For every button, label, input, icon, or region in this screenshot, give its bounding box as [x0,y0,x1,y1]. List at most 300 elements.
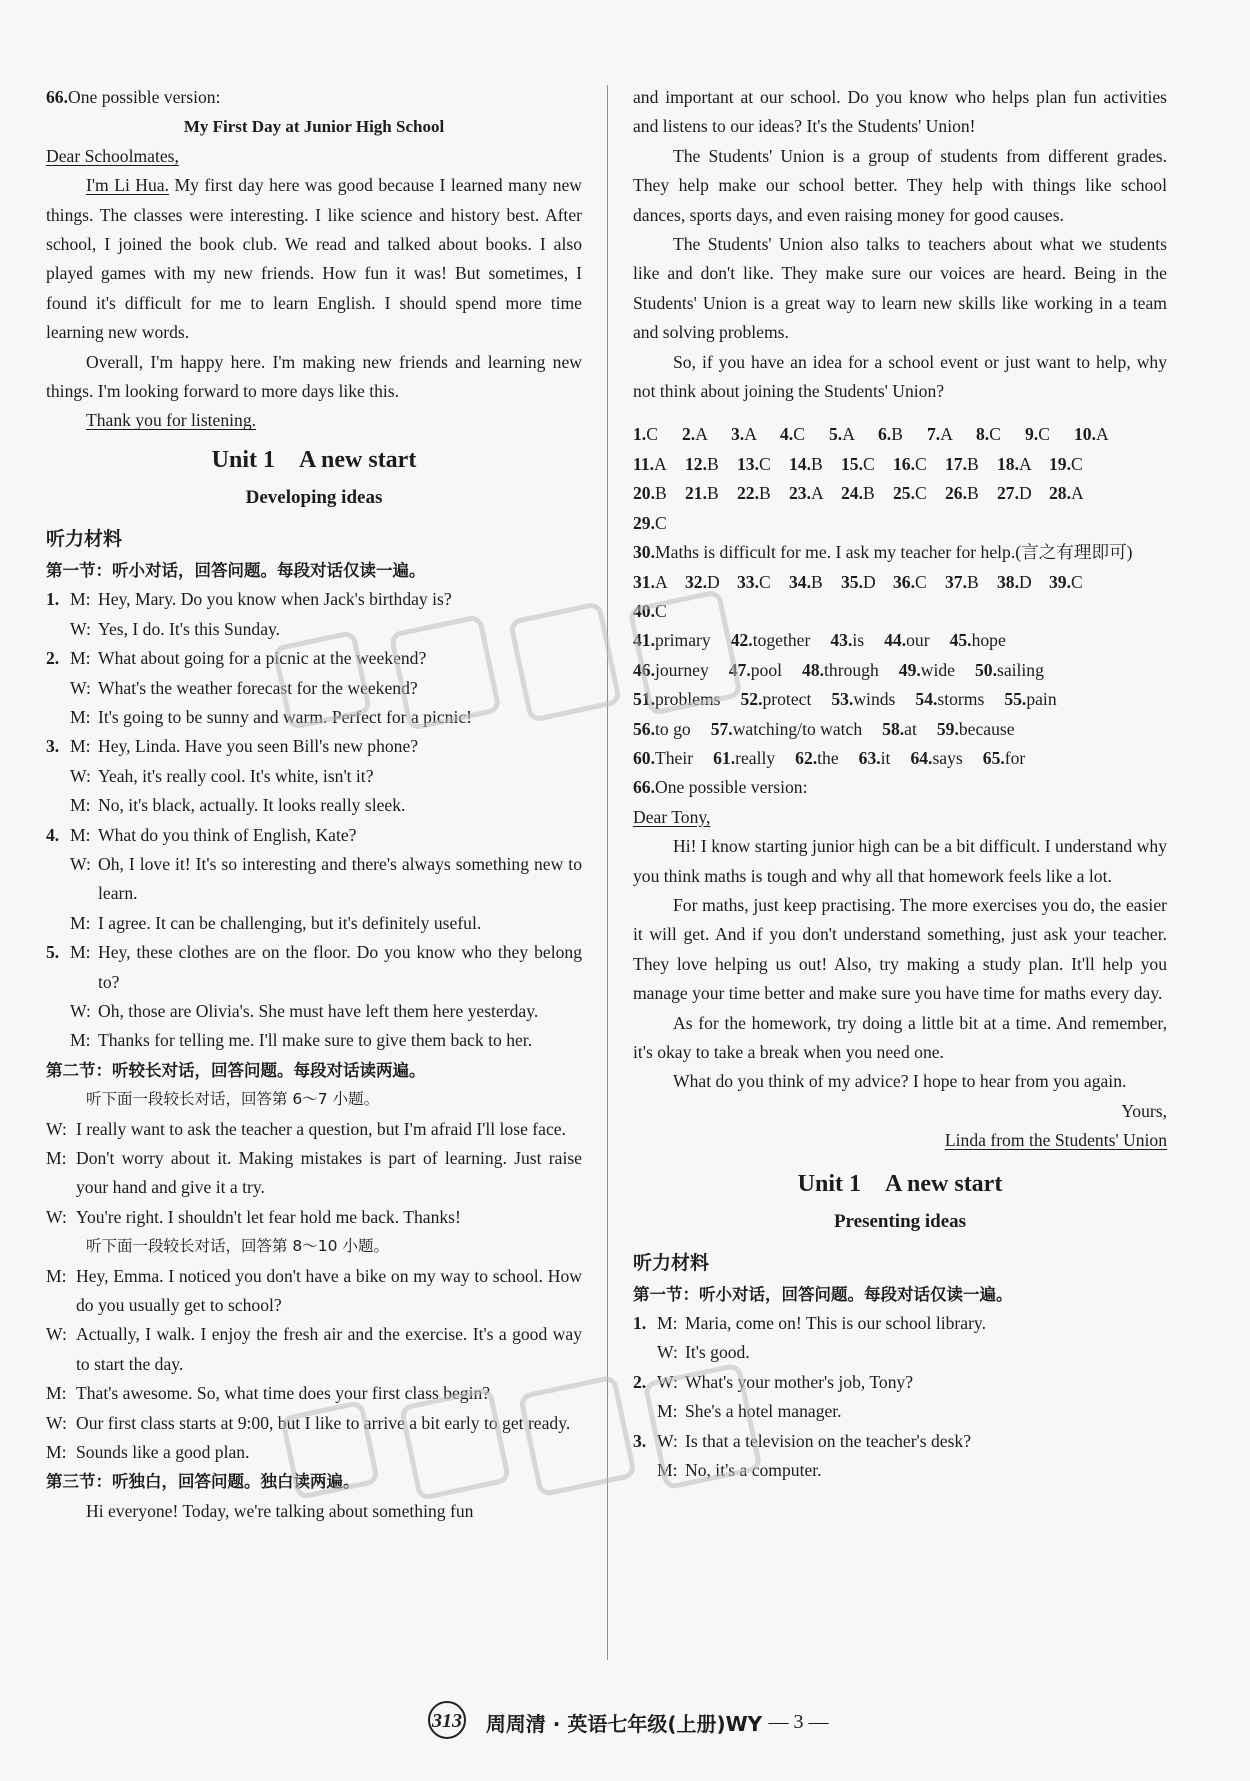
dialogue-text: It's going to be sunny and warm. Perfect for a picnic! [98,706,472,727]
dialogue-number [46,703,70,732]
answer-row [633,626,1167,655]
section-2-instruction-1: 听下面一段较长对话，回答第 6～7 小题。 [86,1090,380,1109]
answer-item [633,744,693,773]
answer-item [682,420,731,449]
dialogue-text: That's awesome. So, what time does your first class begin? [76,1383,491,1404]
answer-number: 4. [780,424,794,445]
answer-value: C [1071,453,1083,474]
answer-value: A [654,453,667,474]
answer-number: 13. [737,453,759,474]
answer-value: C [915,571,927,592]
answer-item [737,568,789,597]
answer-number: 37. [945,571,967,592]
answer-number: 42. [730,630,753,651]
answer-item [859,744,891,773]
dialogue-text: I agree. It can be challenging, but it's definitely useful. [98,912,482,933]
answer-key-31-65 [633,568,1167,774]
speaker-label: W: [70,853,91,874]
answer-number: 10. [1074,424,1096,445]
dialogue-line [46,1262,582,1321]
answer-value: B [967,571,979,592]
answer-item [633,509,685,538]
answer-item [884,626,929,655]
essay-p1-text: My first day here was good because I learned many new things. The classes were interesting. I like science and history best. After school, I joined the book club. We read and talked about books. I also played games with my new friends. How fun it was! But sometimes, I found it's difficult for me to learn English. I should spend more time learning new words. [46,175,583,343]
page-footer [0,1700,1250,1745]
answer-item [893,450,945,479]
answer-number: 24. [841,483,863,504]
unit-title-2: Unit 1 A new start [797,1170,1003,1197]
dialogue-line [633,1397,1167,1426]
speaker-label: M: [657,1460,678,1481]
dialogue-text: Sounds like a good plan. [76,1442,250,1463]
dialogue-line [46,703,582,732]
answer-item [633,568,685,597]
answer-value: B [811,571,823,592]
answer-number: 50. [974,659,997,680]
answer-row [633,420,1167,449]
answer-value: for [1004,747,1026,768]
answer-number: 52. [740,689,763,710]
answer-value: D [863,571,876,592]
answer-number: 19. [1049,453,1071,474]
answer-item [789,450,841,479]
answer-row [633,450,1167,479]
answer-item [997,450,1049,479]
dialogue-number [633,1397,657,1426]
answer-row [633,479,1167,508]
footer-title: 周周清 · 英语七年级(上册)WY [485,1712,763,1736]
letter-paragraph-4: What do you think of my advice? I hope to hear from you again. [673,1071,1127,1092]
answer-row [633,715,1167,744]
answer-value: A [1096,424,1109,445]
answer-number: 3. [731,424,745,445]
answer-row [633,597,1167,626]
answer-number: 45. [949,630,972,651]
answer-item [899,656,955,685]
essay-name: I'm Li Hua. [86,175,170,196]
dialogue-line [46,821,582,850]
answer-value: is [852,630,865,651]
dialogue-number [633,1338,657,1367]
answer-number: 57. [710,718,733,739]
speaker-label: W: [46,1324,67,1345]
dialogue-text: Hey, Linda. Have you seen Bill's new phone? [98,736,419,757]
answer-number: 5. [829,424,843,445]
speaker-label: M: [70,912,91,933]
answer-value: it [880,747,891,768]
answer-item [713,744,775,773]
essay-paragraph-1 [46,171,582,347]
answer-item [927,420,976,449]
dialogue-line [46,938,582,997]
speaker-label: W: [46,1206,67,1227]
answer-item [1049,450,1101,479]
essay-greeting: Dear Schoolmates, [46,145,179,166]
dialogue-number [46,762,70,791]
answer-value: A [842,424,855,445]
answer-row [633,685,1167,714]
answer-item [633,450,685,479]
question-number: 30. [633,542,655,563]
speaker-label: W: [70,765,91,786]
answer-value: C [759,453,771,474]
letter-signature: Linda from the Students' Union [944,1130,1167,1151]
dialogue-line [46,1438,582,1467]
section-2-heading: 第二节：听较长对话，回答问题。每段对话读两遍。 [46,1060,426,1080]
answer-number: 9. [1025,424,1039,445]
dialogue-text: Don't worry about it. Making mistakes is part of learning. Just raise your hand and give it a try. [76,1148,582,1198]
answer-value: primary [655,630,711,651]
answer-number: 55. [1004,689,1027,710]
dialogue-line [46,585,582,614]
column-divider [607,85,608,1660]
dialogue-number [46,997,70,1026]
dialogue-line [633,1338,1167,1367]
answer-item [711,715,862,744]
answer-number: 43. [830,630,853,651]
answer-item [841,479,893,508]
dialogue-line [46,791,582,820]
answer-item [633,420,682,449]
answer-number: 15. [841,453,863,474]
answer-number: 53. [831,689,854,710]
dialogue-number [46,909,70,938]
dialogue-text: I really want to ask the teacher a question, but I'm afraid I'll lose face. [76,1118,566,1139]
dialogue-number: 1. [46,589,60,610]
dialogue-line [46,850,582,909]
answer-item [975,656,1044,685]
answer-number: 32. [685,571,707,592]
answer-value: Their [655,747,694,768]
dialogue-text: No, it's black, actually. It looks really sleek. [98,795,406,816]
dialogue-line [46,909,582,938]
monologue-paragraph-2: The Students' Union is a group of students from different grades. They help make our school better. They help with things like school dances, sports days, and even raising money for good causes. [633,145,1167,225]
dialogue-text: Hey, these clothes are on the floor. Do you know who they belong to? [98,942,582,992]
answer-value: C [863,453,875,474]
dialogue-line [633,1456,1167,1485]
section-2-dialogue-2 [46,1262,582,1468]
answer-number: 48. [802,659,825,680]
answer-item [789,568,841,597]
answer-item [789,479,841,508]
answer-number: 17. [945,453,967,474]
answer-row [633,656,1167,685]
answer-value: D [1019,483,1032,504]
answer-value: C [759,571,771,592]
dialogue-line [46,644,582,673]
answer-item [1004,685,1056,714]
answer-value: B [967,483,979,504]
answer-item [633,626,711,655]
answer-number: 18. [997,453,1019,474]
answer-number: 40. [633,600,655,621]
letter-greeting: Dear Tony, [633,806,711,827]
answer-number: 29. [633,512,655,533]
speaker-label: M: [70,1030,91,1051]
answer-number: 49. [898,659,921,680]
speaker-label: M: [70,736,91,757]
question-text: One possible version: [655,777,808,798]
answer-value: our [906,630,930,651]
dialogue-number: 4. [46,824,60,845]
answer-value: B [707,483,719,504]
dialogue-number: 1. [633,1313,647,1334]
dialogue-line [633,1368,1167,1397]
answer-value: C [915,453,927,474]
dialogue-line [633,1427,1167,1456]
answer-number: 22. [737,483,759,504]
answer-number: 11. [633,453,655,474]
answer-number: 46. [633,659,655,680]
answer-value: because [958,718,1015,739]
answer-row [633,509,1167,538]
answer-value: B [863,483,875,504]
answer-value: the [817,747,839,768]
answer-value: really [735,747,776,768]
dialogue-line [46,1320,582,1379]
answer-value: A [940,424,953,445]
answer-number: 14. [789,453,811,474]
question-number: 66. [46,87,68,107]
section-1-dialogues-2 [633,1309,1167,1485]
listening-heading-2: 听力材料 [633,1251,710,1274]
answer-number: 7. [927,424,941,445]
answer-number: 54. [915,689,938,710]
question-text: Maths is difficult for me. I ask my teacher for help.(言之有理即可) [655,542,1133,563]
answer-item [983,744,1026,773]
section-1-dialogues [46,585,582,1056]
dialogue-number: 2. [633,1371,647,1392]
answer-item [893,479,945,508]
answer-item [633,479,685,508]
section-3-heading: 第三节：听独白，回答问题。独白读两遍。 [46,1472,360,1492]
dialogue-line [46,762,582,791]
answer-item [893,568,945,597]
question-number: 66. [633,777,655,798]
svg-text:313: 313 [432,1710,463,1732]
answer-value: C [646,424,658,445]
dialogue-line [46,732,582,761]
answer-item [802,656,879,685]
answer-value: B [759,483,771,504]
dialogue-text: Yeah, it's really cool. It's white, isn't it? [98,765,374,786]
answer-number: 6. [878,424,892,445]
answer-number: 23. [789,483,811,504]
dialogue-number [46,1026,70,1055]
dialogue-text: You're right. I shouldn't let fear hold me back. Thanks! [76,1206,461,1227]
answer-value: storms [937,689,985,710]
answer-item [729,656,782,685]
answer-value: C [655,512,667,533]
letter-paragraph-3: As for the homework, try doing a little bit at a time. And remember, it's okay to take a break when you need one. [633,1012,1167,1062]
dialogue-text: Is that a television on the teacher's desk? [685,1430,972,1451]
dialogue-text: Yes, I do. It's this Sunday. [98,618,281,639]
answer-item [937,715,1015,744]
monologue-paragraph-3: The Students' Union also talks to teachers about what we students like and don't like. They make sure our voices are heard. Being in the Students' Union is a great way to learn new skills like working in a team and solving problems. [633,234,1167,343]
speaker-label: W: [46,1118,67,1139]
answer-number: 65. [982,747,1005,768]
answer-value: A [1019,453,1032,474]
answer-item [976,420,1025,449]
speaker-label: M: [46,1383,67,1404]
answer-value: A [744,424,757,445]
answer-value: winds [853,689,896,710]
answer-number: 62. [795,747,818,768]
letter-sign-off: Yours, [1121,1100,1167,1121]
answer-value: problems [655,689,721,710]
speaker-label: W: [657,1371,678,1392]
answer-number: 8. [976,424,990,445]
answer-value: protect [762,689,812,710]
answer-value: B [891,424,903,445]
speaker-label: W: [46,1412,67,1433]
answer-item [945,568,997,597]
speaker-label: W: [70,618,91,639]
speaker-label: W: [70,677,91,698]
dialogue-text: No, it's a computer. [685,1460,822,1481]
monologue-start: Hi everyone! Today, we're talking about something fun [86,1500,474,1521]
answer-item [997,568,1049,597]
answer-item [731,626,811,655]
answer-item [737,479,789,508]
answer-item [795,744,839,773]
essay-title: My First Day at Junior High School [183,117,445,137]
answer-value: A [655,571,668,592]
monologue-paragraph-4: So, if you have an idea for a school event or just want to help, why not think about joining the Students' Union? [633,351,1167,402]
answer-item [731,420,780,449]
speaker-label: M: [70,648,91,669]
dialogue-number [46,850,70,909]
answer-number: 59. [936,718,959,739]
dialogue-text: Thanks for telling me. I'll make sure to give them back to her. [98,1030,533,1051]
answer-number: 35. [841,571,863,592]
answer-item [1049,568,1101,597]
answer-item [685,568,737,597]
dialogue-text: Hey, Emma. I noticed you don't have a bike on my way to school. How do you usually get to school? [76,1265,582,1316]
answer-value: C [1038,424,1050,445]
answer-item [780,420,829,449]
answer-item [829,420,878,449]
speaker-label: M: [70,824,91,845]
answer-number: 58. [882,718,905,739]
answer-number: 64. [910,747,933,768]
answer-number: 47. [728,659,751,680]
answer-value: together [752,630,811,651]
answer-item [841,568,893,597]
answer-number: 26. [945,483,967,504]
answer-row [633,744,1167,773]
answer-value: A [811,483,824,504]
answer-value: C [793,424,805,445]
answer-number: 51. [633,689,655,710]
answer-value: C [1071,571,1083,592]
answer-number: 2. [682,424,696,445]
answer-value: B [707,453,719,474]
answer-item [737,450,789,479]
letter-paragraph-1: Hi! I know starting junior high can be a bit difficult. I understand why you think maths is tough and why all that homework feels like a lot. [633,836,1167,886]
answer-value: B [655,483,667,504]
speaker-label: W: [657,1342,678,1363]
q30-answer [633,538,1167,567]
answer-item [831,685,895,714]
dialogue-number [633,1456,657,1485]
section-2-instruction-2: 听下面一段较长对话，回答第 8～10 小题。 [86,1237,389,1256]
answer-item [1074,420,1123,449]
answer-row [633,568,1167,597]
answer-value: B [967,453,979,474]
dialogue-text: Our first class starts at 9:00, but I like to arrive a bit early to get ready. [76,1412,571,1433]
logo-313-icon [421,1700,473,1745]
unit-title: Unit 1 A new start [211,446,417,473]
answer-number: 16. [893,453,915,474]
dialogue-text: What's your mother's job, Tony? [685,1371,914,1392]
answer-number: 31. [633,571,655,592]
listening-heading: 听力材料 [46,527,123,550]
answer-number: 60. [633,747,655,768]
speaker-label: M: [657,1313,678,1334]
unit-subtitle-2: Presenting ideas [833,1210,967,1232]
answer-number: 28. [1049,483,1071,504]
dialogue-line [46,615,582,644]
answer-number: 12. [685,453,707,474]
essay-closing: Thank you for listening. [86,410,257,431]
answer-value: pain [1026,689,1057,710]
answer-value: pool [750,659,783,680]
dialogue-text: What do you think of English, Kate? [98,824,357,845]
dialogue-text: She's a hotel manager. [685,1401,842,1422]
answer-item [633,597,685,626]
dialogue-text: Oh, I love it! It's so interesting and there's always something new to learn. [98,853,582,904]
answer-item [910,744,962,773]
speaker-label: W: [657,1430,678,1451]
answer-value: journey [655,659,709,680]
answer-item [878,420,927,449]
dialogue-number [46,791,70,820]
speaker-label: M: [46,1265,67,1286]
answer-value: wide [920,659,955,680]
essay-paragraph-2: Overall, I'm happy here. I'm making new friends and learning new things. I'm looking forward to more days like this. [46,351,582,402]
answer-value: watching/to watch [732,718,863,739]
answer-number: 27. [997,483,1019,504]
answer-value: says [932,747,963,768]
answer-value: through [824,659,879,680]
answer-item [1049,479,1101,508]
speaker-label: W: [70,1000,91,1021]
right-column [633,83,1167,1485]
dialogue-line [46,1379,582,1408]
answer-value: A [695,424,708,445]
answer-value: D [707,571,720,592]
answer-item [915,685,984,714]
answer-item [830,626,864,655]
answer-value: sailing [996,659,1044,680]
section-1-heading-2: 第一节：听小对话，回答问题。每段对话仅读一遍。 [633,1284,1013,1304]
answer-item [1025,420,1074,449]
section-1-heading: 第一节：听小对话，回答问题。每段对话仅读一遍。 [46,560,426,580]
answer-value: A [1071,483,1084,504]
dialogue-number [46,615,70,644]
q66-right [633,773,1167,802]
answer-item [950,626,1006,655]
dialogue-line [46,1409,582,1438]
letter-paragraph-2: For maths, just keep practising. The more exercises you do, the easier it will get. And if you don't understand something, just ask your teacher. They love helping us out! Also, try making a study plan. It'll help you manage your time better and make sure you have time for maths every day. [633,894,1167,1004]
dialogue-text: Hey, Mary. Do you know when Jack's birthday is? [98,589,452,610]
dialogue-number: 5. [46,942,60,963]
answer-value: C [915,483,927,504]
answer-value: at [904,718,917,739]
answer-item [945,479,997,508]
answer-item [633,656,709,685]
